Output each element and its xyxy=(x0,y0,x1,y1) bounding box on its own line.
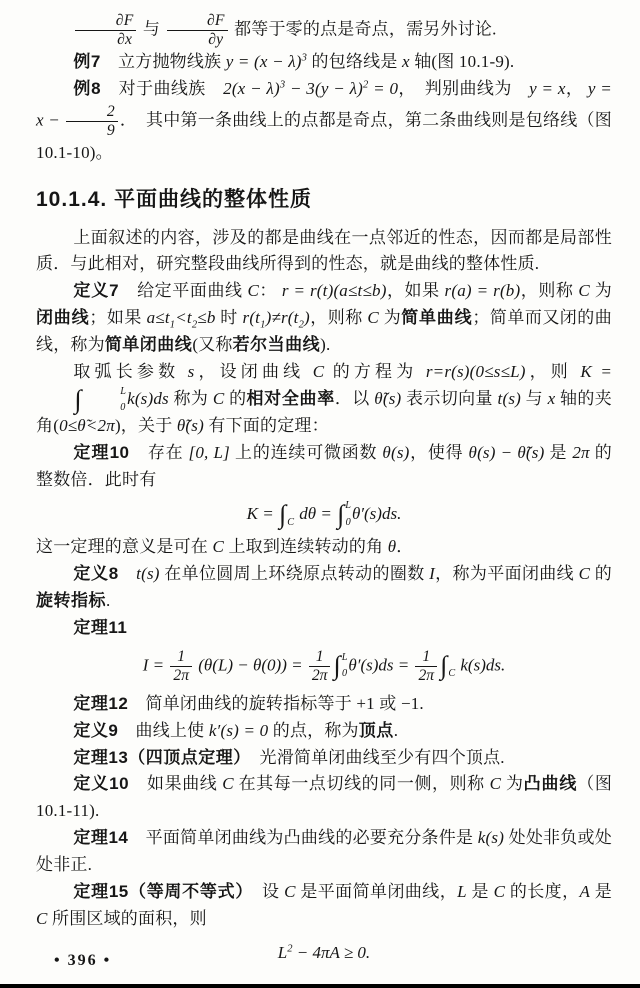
superscript: 2 xyxy=(287,942,293,954)
bold-term: 凸曲线 xyxy=(523,774,578,794)
formula xyxy=(36,500,612,529)
text-run: （图 10.1-11). xyxy=(36,774,613,821)
text-run: ． 其中第一条曲线上的点都是奇点，第二条曲线则是包络线（图 10.1-10)。 xyxy=(36,110,612,162)
bold-term: 定理13（四顶点定理） xyxy=(73,747,243,767)
text-run: ，使得 xyxy=(409,442,469,462)
text-run: 曲线上使 xyxy=(118,720,209,740)
math-text: C xyxy=(578,281,590,301)
paragraph xyxy=(36,12,612,49)
math-text: θ̃(s) xyxy=(176,416,204,436)
text-run: 与 xyxy=(521,388,548,408)
bold-term: 例7 xyxy=(73,51,101,71)
math-text: k(s)ds. xyxy=(456,655,506,675)
math-text: C xyxy=(367,308,379,328)
text-run: 光滑简单闭曲线至少有四个顶点. xyxy=(242,747,505,767)
subscript: 1 xyxy=(169,319,176,331)
paragraph xyxy=(36,76,612,167)
text-run: ，设闭曲线 xyxy=(194,361,313,381)
math-text: C xyxy=(247,281,260,301)
fraction-denominator: 2π xyxy=(415,666,437,685)
integral-glyph: ∫ xyxy=(74,384,82,414)
math-text: 2π xyxy=(572,442,590,462)
text-run: 如果曲线 xyxy=(129,774,223,794)
text-run: 为 xyxy=(589,281,612,301)
text-run: 对于曲线族 xyxy=(101,78,224,98)
math-text: L xyxy=(457,881,467,901)
math-text: x xyxy=(402,51,410,71)
paragraph xyxy=(36,49,612,76)
math-text: y = x − xyxy=(36,78,612,130)
math-text: I xyxy=(429,564,436,584)
text-run: 在单位圆周上环绕原点转动的圈数 xyxy=(159,564,430,584)
integral-lower-limit: C xyxy=(287,516,294,528)
math-text: C xyxy=(312,361,325,381)
fraction-numerator: 2 xyxy=(106,102,115,120)
bold-term: 顶点 xyxy=(358,720,394,740)
section-heading: 10.1.4. 平面曲线的整体性质 xyxy=(36,187,313,211)
math-text: − 4πA ≥ 0. xyxy=(292,942,371,962)
math-text: C xyxy=(222,774,234,794)
math-text: r(a) = r(b) xyxy=(444,281,521,301)
text-run: ，则 xyxy=(525,361,581,381)
page-number: • 396 • xyxy=(54,952,112,969)
integral-limits xyxy=(447,653,455,680)
math-text: θ′(s)ds = xyxy=(348,655,414,675)
fraction-numerator: 1 xyxy=(177,647,186,665)
math-text: C xyxy=(493,881,506,901)
fraction-denominator: 2π xyxy=(170,666,192,685)
integral-limits xyxy=(286,501,294,528)
math-text: C xyxy=(578,564,591,584)
math-text: C xyxy=(212,388,225,408)
text-run: 时 xyxy=(215,308,243,328)
text-run: ；简单而又闭的曲线，称为 xyxy=(36,308,612,354)
math-text: C xyxy=(212,537,224,557)
math-text: ) xyxy=(304,308,310,328)
subscript: 1 xyxy=(260,319,266,331)
integral-sign xyxy=(37,384,127,414)
bold-term: 简单曲线 xyxy=(401,308,473,328)
integral-glyph: ∫ xyxy=(337,499,345,529)
math-text: A xyxy=(579,881,591,901)
text-run: 是 xyxy=(590,881,613,901)
text-run: 的点，称为 xyxy=(268,720,359,740)
text-run: 是 xyxy=(466,881,494,901)
text-run: 称为 xyxy=(168,388,213,408)
text-run: 上的连续可微函数 xyxy=(229,442,383,462)
text-run: (又称 xyxy=(192,334,233,354)
formula xyxy=(36,648,612,685)
subscript: 2 xyxy=(298,319,305,331)
math-text: ≤b xyxy=(197,308,216,328)
text-run: 轴的夹角( xyxy=(36,388,612,436)
integral-lower-limit: 0 xyxy=(341,668,348,680)
integral-glyph: ∫ xyxy=(440,651,448,681)
superscript: 3 xyxy=(301,52,308,64)
text-run: ，称为平面闭曲线 xyxy=(435,564,579,584)
integral-lower-limit: C xyxy=(448,668,456,680)
fraction-denominator: ∂y xyxy=(167,30,228,49)
text-run: 这一定理的意义是可在 xyxy=(36,537,213,557)
bold-term: 简单闭曲线 xyxy=(104,334,193,354)
paragraph xyxy=(36,561,612,615)
math-text: r=r(s)(0≤s≤L) xyxy=(425,361,526,381)
bold-term: 定理11 xyxy=(73,618,128,638)
math-text: r(t xyxy=(242,308,261,328)
math-text: C xyxy=(36,908,48,928)
bold-term: 若尔当曲线 xyxy=(232,334,321,354)
text-run: ). xyxy=(320,334,331,354)
math-text: <t xyxy=(175,308,192,328)
math-text: C xyxy=(284,881,296,901)
math-text: k(s)ds xyxy=(127,388,169,408)
integral-sign xyxy=(337,501,351,528)
math-text: K = xyxy=(246,503,278,523)
text-run: 有下面的定理： xyxy=(203,416,329,436)
math-text: 2(x − λ) xyxy=(223,78,280,98)
integral-sign xyxy=(440,653,455,680)
text-run: )，关于 xyxy=(114,416,177,436)
integral-glyph: ∫ xyxy=(333,651,341,681)
superscript: 2 xyxy=(363,79,369,91)
fraction-numerator: ∂F xyxy=(206,12,225,29)
text-run: 在其每一点切线的同一侧，则称 xyxy=(233,774,490,794)
text-run: 是 xyxy=(544,442,573,462)
bold-term: 定理14 xyxy=(73,828,129,848)
text-run: 所围区域的面积，则 xyxy=(47,908,207,928)
text-run: ，则称 xyxy=(520,281,579,301)
math-text: x xyxy=(547,388,556,408)
fraction-denominator: 9 xyxy=(66,121,117,140)
fraction xyxy=(415,648,437,685)
integral-lower-limit: 0 xyxy=(120,401,126,413)
fraction xyxy=(75,12,136,49)
bold-term: 相对全曲率 xyxy=(246,388,335,408)
integral-upper-limit: L xyxy=(120,385,127,397)
paragraph xyxy=(36,745,612,772)
math-text: L xyxy=(277,942,288,962)
text-run: ．以 xyxy=(334,388,375,408)
bold-term: 定理10 xyxy=(73,442,130,462)
integral-glyph: ∫ xyxy=(278,499,287,529)
text-run: 的包络线是 xyxy=(307,51,403,71)
integral-limits xyxy=(344,501,351,528)
text-run: 上取到连续转动的角 xyxy=(224,537,388,557)
math-text: k′(s) = 0 xyxy=(208,720,269,740)
text-run: ． xyxy=(396,537,414,557)
text-run: 的整数倍．此时有 xyxy=(36,442,612,489)
text-run: 取弧长参数 xyxy=(73,361,188,381)
formula xyxy=(36,939,612,968)
text-run: 立方抛物线族 xyxy=(100,51,226,71)
text-run: 平面简单闭曲线为凸曲线的必要充分条件是 xyxy=(128,828,478,848)
integral-limits xyxy=(341,653,348,680)
math-text: 0≤θ̃<2π xyxy=(59,416,115,436)
text-run: 处处非负或处处非正. xyxy=(36,828,612,875)
text-run: 设 xyxy=(244,881,285,901)
text-run: ： xyxy=(259,281,282,301)
text-run: 上面叙述的内容，涉及的都是曲线在一点邻近的性态，因而都是局部性质．与此相对，研究整段曲线所得到的性态，就是曲线的整体性质. xyxy=(36,227,612,274)
text-run: ，则称 xyxy=(309,308,368,328)
bold-term: 定义8 xyxy=(73,564,119,584)
math-text: [0, L] xyxy=(188,442,230,462)
paragraph xyxy=(36,225,612,279)
text-run: ， xyxy=(565,78,588,98)
math-text: y = x xyxy=(529,78,566,98)
math-text: θ′(s)ds. xyxy=(351,503,402,523)
bold-term: 旋转指标 xyxy=(36,591,106,611)
fraction-denominator: ∂x xyxy=(75,30,136,49)
text-run: 的 xyxy=(590,564,612,584)
integral-sign xyxy=(279,501,294,528)
text-run: 存在 xyxy=(129,442,189,462)
paragraph xyxy=(36,359,612,440)
bold-term: 定理15（等周不等式） xyxy=(73,881,245,901)
paragraph xyxy=(36,440,612,494)
math-text: = 0 xyxy=(368,78,399,98)
math-text: s xyxy=(187,361,195,381)
fraction-numerator: ∂F xyxy=(115,12,134,29)
text-run: 给定平面曲线 xyxy=(119,281,248,301)
paragraph xyxy=(36,879,612,933)
paragraph xyxy=(36,278,612,359)
text-run: . xyxy=(393,720,399,740)
math-text: K = xyxy=(580,361,612,381)
math-text: (θ(L) − θ(0)) = xyxy=(194,655,307,675)
paragraph xyxy=(36,718,612,745)
math-text: θ(s) − θ̃(s) xyxy=(468,442,545,462)
integral-upper-limit: L xyxy=(345,500,351,512)
document-content xyxy=(36,12,612,974)
bold-term: 闭曲线 xyxy=(36,308,90,328)
math-text: t(s) xyxy=(497,388,521,408)
integral-sign xyxy=(333,653,347,680)
math-text: I = xyxy=(142,655,169,675)
fraction xyxy=(66,103,117,140)
text-run: 简单闭曲线的旋转指标等于 +1 或 −1. xyxy=(128,693,424,713)
text-run: 表示切向量 xyxy=(401,388,498,408)
math-text: − 3(y − λ) xyxy=(285,78,364,98)
bold-term: 例8 xyxy=(73,78,102,98)
scan-edge-shadow xyxy=(0,984,640,988)
fraction-numerator: 1 xyxy=(315,647,324,665)
text-run: ，如果 xyxy=(386,281,445,301)
math-text: C xyxy=(489,774,502,794)
paragraph xyxy=(36,825,612,879)
integral-upper-limit: L xyxy=(341,652,348,664)
superscript: 3 xyxy=(279,79,286,91)
math-text: θ(s) xyxy=(382,442,410,462)
fraction-denominator: 2π xyxy=(309,666,331,685)
paragraph xyxy=(36,691,612,718)
text-run: 都等于零的点是奇点，需另外讨论. xyxy=(229,19,497,39)
bold-term: 定义7 xyxy=(73,281,120,301)
integral-lower-limit: 0 xyxy=(345,516,351,528)
math-text: dθ = xyxy=(294,503,337,523)
integral-limits xyxy=(82,387,126,414)
subscript: 2 xyxy=(191,319,198,331)
paragraph xyxy=(36,534,612,561)
bold-term: 定义10 xyxy=(73,774,130,794)
text-run: ， 判别曲线为 xyxy=(398,78,530,98)
fraction xyxy=(170,648,192,685)
text-run: 轴(图 10.1-9). xyxy=(409,51,515,71)
fraction-numerator: 1 xyxy=(422,647,431,665)
math-text: a≤t xyxy=(146,308,170,328)
fraction xyxy=(167,12,228,49)
paragraph xyxy=(36,615,612,642)
text-run: 与 xyxy=(138,19,165,39)
fraction xyxy=(309,648,331,685)
text-run: 的方程为 xyxy=(324,361,426,381)
text-run: 为 xyxy=(501,774,524,794)
math-text: )≠r(t xyxy=(265,308,299,328)
bold-term: 定义9 xyxy=(73,720,119,740)
text-run: 为 xyxy=(378,308,402,328)
text-run xyxy=(119,564,137,583)
text-run: ；如果 xyxy=(89,308,147,328)
math-text: θ̃(s) xyxy=(374,388,402,408)
paragraph xyxy=(36,771,612,825)
math-text: θ xyxy=(387,537,397,557)
math-text: t(s) xyxy=(136,564,160,584)
math-text: y = (x − λ) xyxy=(225,51,302,71)
text-run: 的 xyxy=(224,388,247,408)
math-text: k(s) xyxy=(477,828,505,848)
bold-term: 定理12 xyxy=(73,693,129,713)
text-run: 是平面简单闭曲线， xyxy=(295,881,458,901)
text-run: . xyxy=(106,591,111,611)
text-run: 的长度， xyxy=(505,881,580,901)
math-text: r = r(t)(a≤t≤b) xyxy=(281,281,387,301)
